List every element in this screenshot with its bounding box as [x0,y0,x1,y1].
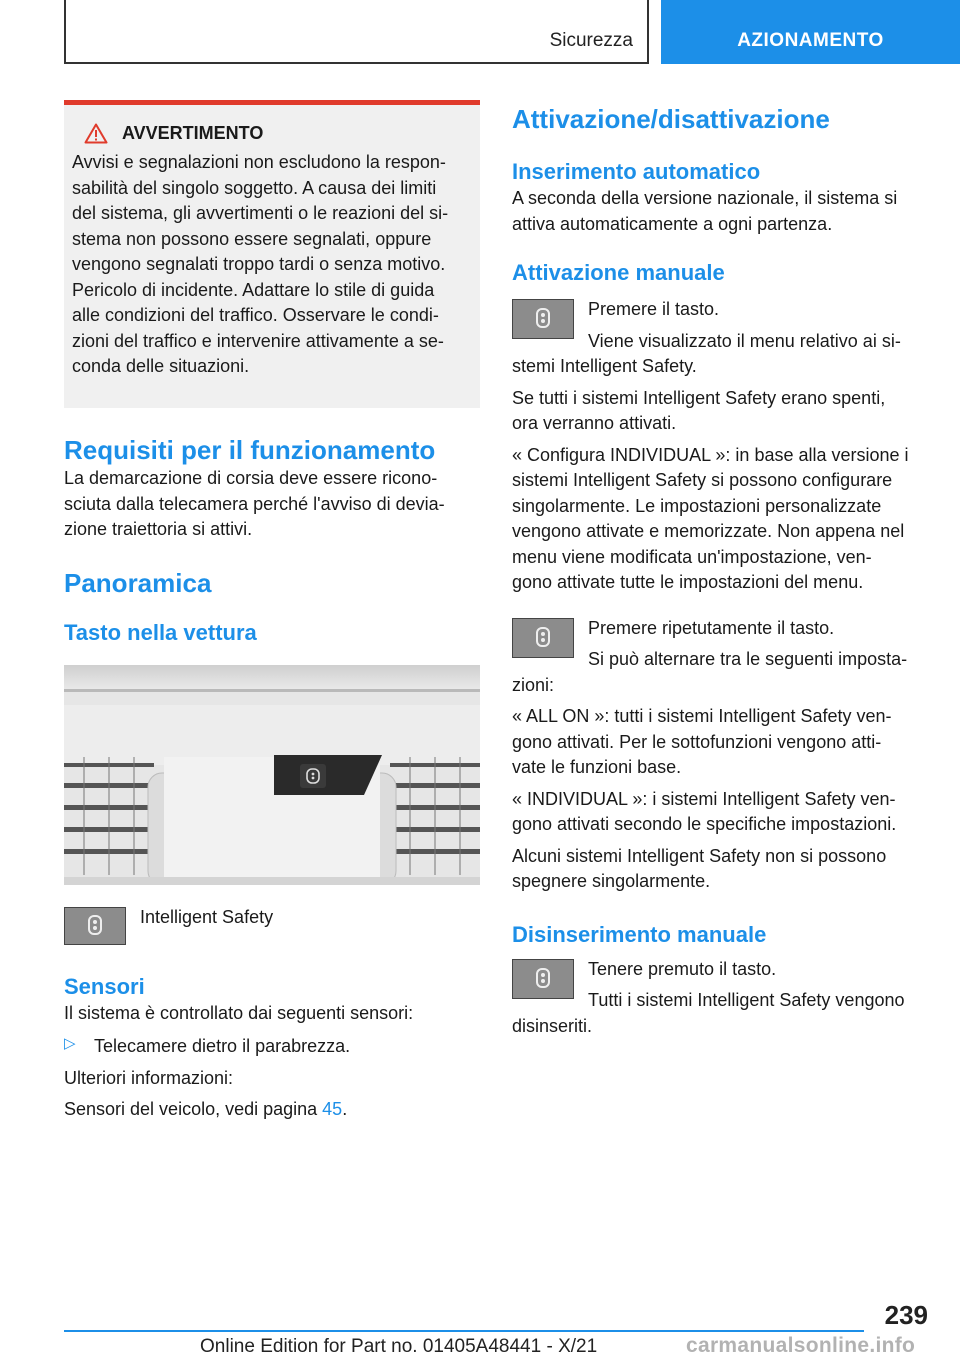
toggle-text-2: zioni: [512,674,555,695]
warning-line: conda delle situazioni. [72,356,250,376]
warning-line: stema non possono essere segnalati, oppure [72,228,432,249]
auto-title: Inserimento automatico [512,159,761,184]
config-line: vengono attivate e memorizzate. Non appena nel [512,521,905,541]
allon-text [512,704,928,781]
warning-triangle-icon [84,123,108,144]
hold-text: Tenere premuto il tasto. [588,958,777,979]
warning-text [72,150,472,380]
individual-text [512,787,928,838]
header-section-box [64,0,649,64]
watermark-logo: carmanualsonline.info [686,1334,916,1357]
menu-text-1: Viene visualizzato il menu relativo ai si- [588,330,901,351]
left-column [64,100,480,1123]
manual-button-icon [512,299,574,339]
footer-rule [64,1330,864,1332]
config-line: gono attivate tutte le impostazioni del menu. [512,572,864,592]
press-text: Premere il tasto. [588,299,720,319]
config-line: menu viene modificata un'impostazione, ven- [512,546,872,567]
warning-line: Avvisi e segnalazioni non escludono la respon- [72,152,446,172]
req-title: Requisiti per il funzionamento [64,435,436,465]
allon-line: « ALL ON »: tutti i sistemi Intelligent Safety ven- [512,706,892,726]
disable-text-1: Tutti i sistemi Intelligent Safety vengono [588,990,905,1010]
config-line: « Configura INDIVIDUAL »: in base alla versione i [512,444,909,465]
repeat-button-icon [512,618,574,658]
warning-title: AVVERTIMENTO [122,123,264,143]
disable-button-icon [512,959,574,999]
warning-line: alle condizioni del traffico. Osservare le condi- [72,305,439,325]
manual-title: Attivazione manuale [512,260,725,285]
dashboard-button-photo [64,665,480,885]
sensors-ref-dot: . [342,1099,348,1119]
sensor-bullet-text: Telecamere dietro il parabrezza. [94,1036,351,1056]
right-column [512,100,928,1039]
sensors-title: Sensori [64,973,145,999]
sensors-reference [64,1097,480,1123]
warning-line: zioni del traffico e intervenire attivamente a se- [72,330,444,351]
off-line: Se tutti i sistemi Intelligent Safety erano spenti, [512,387,886,408]
req-line: zione traiettoria si attivi. [64,519,253,539]
intelligent-safety-button-icon [64,907,126,945]
icon-caption: Intelligent Safety [140,906,274,927]
individual-line: gono attivati secondo le specifiche impostazioni. [512,814,897,834]
auto-text [512,186,928,237]
auto-line: A seconda della versione nazionale, il sistema si [512,188,898,208]
off-text [512,386,928,437]
req-text [64,466,480,543]
allon-line: gono attivati. Per le sottofunzioni vengono atti- [512,731,882,752]
overview-title: Panoramica [64,567,212,598]
bullet-triangle-icon: ▷ [64,1035,76,1052]
warning-line: Pericolo di incidente. Adattare lo stile di guida [72,279,435,300]
disable-title: Disinserimento manuale [512,921,767,947]
page-link-45[interactable]: 45 [322,1099,343,1119]
page-number: 239 [884,1300,928,1330]
allon-line: vate le funzioni base. [512,757,682,777]
individual-line: « INDIVIDUAL »: i sistemi Intelligent Safety ven- [512,788,896,809]
sensors-text: Il sistema è controllato dai seguenti sensori: [64,1002,414,1023]
dashboard-photo-illustration [64,665,480,885]
header-chapter-tab [661,0,960,64]
more-info-label: Ulteriori informazioni: [64,1067,234,1088]
warning-heading [72,123,472,144]
sensors-ref-text: Sensori del veicolo, vedi pagina [64,1099,323,1119]
footer-edition: Online Edition for Part no. 01405A48441 - X/21 [200,1336,598,1357]
config-line: singolarmente. Le impostazioni personalizzate [512,495,882,516]
warning-box [64,100,480,408]
header-section: Sicurezza [549,30,633,51]
button-title: Tasto nella vettura [64,619,257,645]
warning-line: vengono segnalati troppo tardi o senza motivo. [72,254,446,274]
menu-text-2: stemi Intelligent Safety. [512,356,697,376]
req-line: La demarcazione di corsia deve essere ricono- [64,468,438,488]
warning-line: del sistema, gli avvertimenti o le reazioni del si- [72,203,449,223]
config-line: sistemi Intelligent Safety si possono configurare [512,470,893,490]
toggle-text-1: Si può alternare tra le seguenti imposta- [588,649,908,669]
auto-line: attiva automaticamente a ogni partenza. [512,213,833,234]
header-chapter: AZIONAMENTO [737,30,884,51]
some-line: spegnere singolarmente. [512,871,711,891]
repeat-text: Premere ripetutamente il tasto. [588,617,835,638]
off-line: ora verranno attivati. [512,413,677,433]
sensor-bullet [64,1034,480,1060]
some-systems-text [512,844,928,895]
activation-title: Attivazione/disattivazione [512,104,830,134]
warning-line: sabilità del singolo soggetto. A causa dei limiti [72,177,437,198]
req-line: sciuta dalla telecamera perché l'avviso di devia- [64,493,445,514]
config-text [512,443,928,596]
disable-text-2: disinseriti. [512,1015,593,1036]
some-line: Alcuni sistemi Intelligent Safety non si possono [512,845,887,866]
